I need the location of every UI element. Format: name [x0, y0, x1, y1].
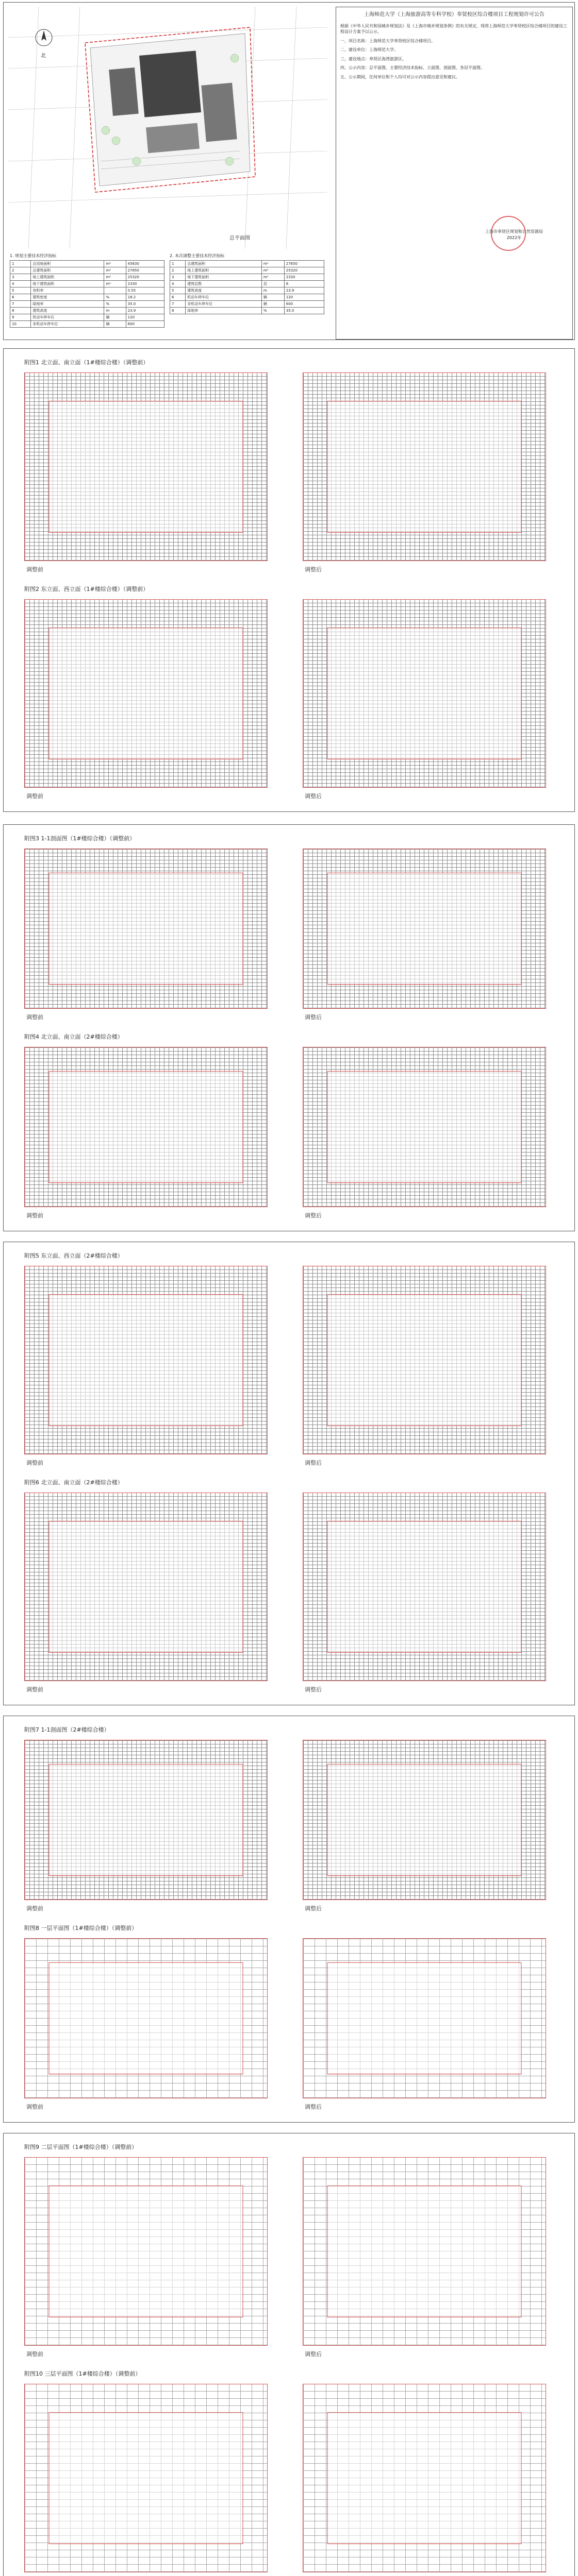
- drawing-before: [24, 1493, 268, 1681]
- table-cell: %: [261, 308, 284, 314]
- table-row: [170, 308, 324, 314]
- table-cell: 地上建筑面积: [186, 267, 262, 274]
- site-plan-legend-title: 总平面图: [229, 235, 250, 241]
- table-cell: 23.9: [284, 287, 324, 294]
- table-cell: 机动车停车位: [31, 314, 104, 321]
- before-badge: 调整前: [26, 793, 43, 800]
- table-cell: m²: [261, 261, 284, 267]
- before-badge: 调整前: [26, 2104, 43, 2110]
- drawing-annotation: [25, 849, 267, 1008]
- table-cell: m²: [104, 267, 126, 274]
- table-cell: 35.0: [284, 308, 324, 314]
- before-badge: 调整前: [26, 1686, 43, 1693]
- table-cell: 2330: [284, 274, 324, 281]
- table-cell: 10: [10, 321, 31, 328]
- official-seal: [491, 216, 526, 251]
- table-cell: 25320: [284, 267, 324, 274]
- drawing-before: [24, 2384, 268, 2572]
- drawing-annotation: [303, 1740, 546, 1900]
- drawing-after: [303, 2384, 546, 2572]
- drawing-before: [24, 1047, 268, 1207]
- drawing-annotation: [25, 1740, 267, 1900]
- table-cell: 建筑密度: [31, 294, 104, 301]
- notice-title: 上海师范大学（上海旅游高等专科学校）奉贤校区综合楼项目工程规划许可公告: [364, 12, 544, 18]
- left-table-title: 1. 规划主要技术经济指标: [10, 253, 57, 258]
- drawing-sheet: [3, 824, 575, 1231]
- drawing-annotation: [25, 373, 267, 561]
- table-cell: 8: [10, 308, 31, 314]
- sheet-panel-title: 附图5 东立面、西立面（2#楼综合楼）: [24, 1252, 123, 1259]
- table-cell: 辆: [261, 301, 284, 308]
- after-badge: 调整后: [305, 566, 322, 573]
- table-cell: 非机动车停车位: [31, 321, 104, 328]
- after-badge: 调整后: [305, 1460, 322, 1466]
- right-indicator-table: [170, 260, 324, 314]
- table-cell: m: [104, 308, 126, 314]
- table-cell: 地下建筑面积: [186, 274, 262, 281]
- drawing-after: [303, 1047, 546, 1207]
- table-cell: 4: [10, 281, 31, 287]
- right-table-title: 2. 本次调整主要技术经济指标: [170, 253, 225, 258]
- drawing-before: [24, 372, 268, 561]
- notice-date: 2022年: [506, 235, 522, 240]
- drawing-annotation: [25, 1493, 267, 1681]
- table-row: [170, 281, 324, 287]
- table-cell: 8: [170, 308, 186, 314]
- table-cell: 45630: [126, 261, 164, 267]
- table-row: [10, 274, 164, 281]
- after-badge: 调整后: [305, 1212, 322, 1219]
- table-cell: 地上建筑面积: [31, 274, 104, 281]
- table-row: [170, 267, 324, 274]
- table-cell: 2: [10, 267, 31, 274]
- table-cell: 建筑层数: [186, 281, 262, 287]
- table-row: [10, 294, 164, 301]
- notice-body: [340, 23, 568, 80]
- table-cell: 23.9: [126, 308, 164, 314]
- north-label: 北: [41, 53, 46, 59]
- table-row: [10, 261, 164, 267]
- table-cell: 7: [170, 301, 186, 308]
- table-cell: 辆: [104, 314, 126, 321]
- table-row: [10, 287, 164, 294]
- before-badge: 调整前: [26, 1460, 43, 1466]
- sheet-panel-title: 附图3 1-1剖面图（1#楼综合楼）（调整前）: [24, 835, 136, 842]
- table-cell: 1: [10, 261, 31, 267]
- table-cell: 35.0: [126, 301, 164, 308]
- table-cell: 5: [170, 287, 186, 294]
- after-badge: 调整后: [305, 2104, 322, 2110]
- sheet-panel-title: 附图4 北立面、南立面（2#楼综合楼）: [24, 1033, 123, 1040]
- drawing-annotation: [25, 1266, 267, 1454]
- before-badge: 调整前: [26, 1905, 43, 1912]
- site-plan: [8, 7, 327, 249]
- table-cell: 600: [126, 321, 164, 328]
- drawing-after: [303, 599, 546, 788]
- drawing-after: [303, 1493, 546, 1681]
- drawing-annotation: [303, 1047, 546, 1207]
- drawing-annotation: [25, 1939, 267, 2098]
- drawing-annotation: [303, 2384, 546, 2572]
- right-table-block: [170, 253, 324, 314]
- table-cell: 3: [10, 274, 31, 281]
- cover-sheet: [3, 2, 575, 340]
- table-cell: 27650: [284, 261, 324, 267]
- table-cell: 容积率: [31, 287, 104, 294]
- table-cell: 6: [170, 294, 186, 301]
- drawing-before: [24, 2157, 268, 2346]
- drawing-before: [24, 1938, 268, 2098]
- table-cell: m: [261, 287, 284, 294]
- table-cell: m²: [261, 274, 284, 281]
- table-cell: 9: [10, 314, 31, 321]
- table-cell: 总建筑面积: [186, 261, 262, 267]
- table-cell: 2330: [126, 281, 164, 287]
- table-cell: 27650: [126, 267, 164, 274]
- drawing-after: [303, 372, 546, 561]
- table-cell: 120: [126, 314, 164, 321]
- after-badge: 调整后: [305, 2351, 322, 2358]
- table-cell: 120: [284, 294, 324, 301]
- table-cell: 辆: [104, 321, 126, 328]
- drawing-annotation: [25, 2384, 267, 2572]
- before-badge: 调整前: [26, 1014, 43, 1021]
- table-row: [170, 294, 324, 301]
- drawing-annotation: [25, 2158, 267, 2345]
- sheet-panel-title: 附图2 东立面、西立面（1#楼综合楼）（调整前）: [24, 586, 149, 592]
- notice-panel: [336, 7, 573, 340]
- table-cell: 绿地率: [186, 308, 262, 314]
- table-cell: 总建筑面积: [31, 267, 104, 274]
- table-cell: %: [104, 301, 126, 308]
- drawing-sheet: [3, 2133, 575, 2576]
- table-row: [170, 261, 324, 267]
- table-row: [10, 301, 164, 308]
- table-cell: 5: [10, 287, 31, 294]
- after-badge: 调整后: [305, 1686, 322, 1693]
- drawing-before: [24, 599, 268, 788]
- drawing-after: [303, 1938, 546, 2098]
- table-row: [170, 287, 324, 294]
- before-badge: 调整前: [26, 1212, 43, 1219]
- table-row: [170, 301, 324, 308]
- sheet-panel-title: 附图1 北立面、南立面（1#楼综合楼）（调整前）: [24, 359, 149, 366]
- sheet-panel-title: 附图7 1-1剖面图（2#楼综合楼）: [24, 1726, 110, 1733]
- notice-paragraph: 二、建设单位：上海师范大学。: [340, 47, 398, 53]
- drawing-after: [303, 1740, 546, 1900]
- table-cell: 6: [284, 281, 324, 287]
- notice-paragraph: 三、建设地点：奉贤区海湾旅游区。: [340, 56, 406, 61]
- table-cell: 建筑高度: [186, 287, 262, 294]
- drawing-sheet: [3, 1242, 575, 1705]
- before-badge: 调整前: [26, 566, 43, 573]
- table-row: [10, 308, 164, 314]
- table-row: [170, 274, 324, 281]
- table-cell: m²: [104, 281, 126, 287]
- notice-paragraph: 根据《中华人民共和国城乡规划法》及《上海市城乡规划条例》的有关规定，现将上海师范大学奉贤校区综合楼项目的建设工程设计方案予以公示。: [340, 23, 567, 35]
- before-badge: 调整前: [26, 2351, 43, 2358]
- notice-paragraph: 一、项目名称：上海师范大学奉贤校区综合楼项目。: [340, 38, 435, 43]
- notice-signature: 上海市奉贤区规划和自然资源局: [485, 229, 543, 234]
- drawing-annotation: [303, 849, 546, 1008]
- after-badge: 调整后: [305, 1014, 322, 1021]
- drawing-annotation: [303, 600, 546, 787]
- table-cell: %: [104, 294, 126, 301]
- table-cell: [104, 287, 126, 294]
- table-cell: 18.2: [126, 294, 164, 301]
- table-cell: 1: [170, 261, 186, 267]
- table-cell: 4: [170, 281, 186, 287]
- table-cell: 总用地面积: [31, 261, 104, 267]
- left-table-block: [10, 253, 164, 328]
- table-row: [10, 321, 164, 328]
- site-plan-svg: [8, 7, 327, 249]
- left-indicator-table: [10, 260, 164, 328]
- table-cell: m²: [104, 274, 126, 281]
- notice-paragraph: 五、公示期间，任何单位和个人均可对公示内容提出意见和建议。: [340, 75, 460, 80]
- table-cell: 非机动车停车位: [186, 301, 262, 308]
- table-cell: 辆: [261, 294, 284, 301]
- drawing-before: [24, 1266, 268, 1454]
- table-cell: 0.55: [126, 287, 164, 294]
- table-cell: 地下建筑面积: [31, 281, 104, 287]
- drawing-annotation: [303, 1266, 546, 1454]
- drawing-after: [303, 849, 546, 1009]
- table-cell: 7: [10, 301, 31, 308]
- table-cell: 建筑高度: [31, 308, 104, 314]
- table-row: [10, 267, 164, 274]
- drawing-annotation: [303, 1493, 546, 1681]
- drawing-sheet: [3, 348, 575, 812]
- notice-paragraph: 四、公示内容：总平面图、主要经济技术指标、立面图、剖面图、各层平面图。: [340, 65, 485, 71]
- table-cell: 2: [170, 267, 186, 274]
- table-cell: m²: [104, 261, 126, 267]
- drawing-before: [24, 1740, 268, 1900]
- after-badge: 调整后: [305, 793, 322, 800]
- drawing-after: [303, 1266, 546, 1454]
- drawing-annotation: [303, 1939, 546, 2098]
- sheet-panel-title: 附图10 三层平面图（1#楼综合楼）（调整前）: [24, 2370, 141, 2377]
- table-cell: 600: [284, 301, 324, 308]
- table-row: [10, 314, 164, 321]
- table-cell: 层: [261, 281, 284, 287]
- after-badge: 调整后: [305, 1905, 322, 1912]
- sheet-panel-title: 附图6 北立面、南立面（2#楼综合楼）: [24, 1479, 123, 1486]
- drawing-annotation: [303, 2158, 546, 2345]
- drawing-annotation: [303, 373, 546, 561]
- table-cell: 绿地率: [31, 301, 104, 308]
- table-cell: 6: [10, 294, 31, 301]
- sheet-panel-title: 附图9 二层平面图（1#楼综合楼）（调整前）: [24, 2144, 138, 2150]
- sheet-panel-title: 附图8 一层平面图（1#楼综合楼）（调整前）: [24, 1925, 138, 1931]
- table-cell: 3: [170, 274, 186, 281]
- drawing-annotation: [25, 600, 267, 787]
- table-cell: m²: [261, 267, 284, 274]
- table-cell: 25320: [126, 274, 164, 281]
- drawing-annotation: [25, 1047, 267, 1207]
- drawing-after: [303, 2157, 546, 2346]
- drawing-before: [24, 849, 268, 1009]
- table-row: [10, 281, 164, 287]
- drawing-sheet: [3, 1716, 575, 2123]
- table-cell: 机动车停车位: [186, 294, 262, 301]
